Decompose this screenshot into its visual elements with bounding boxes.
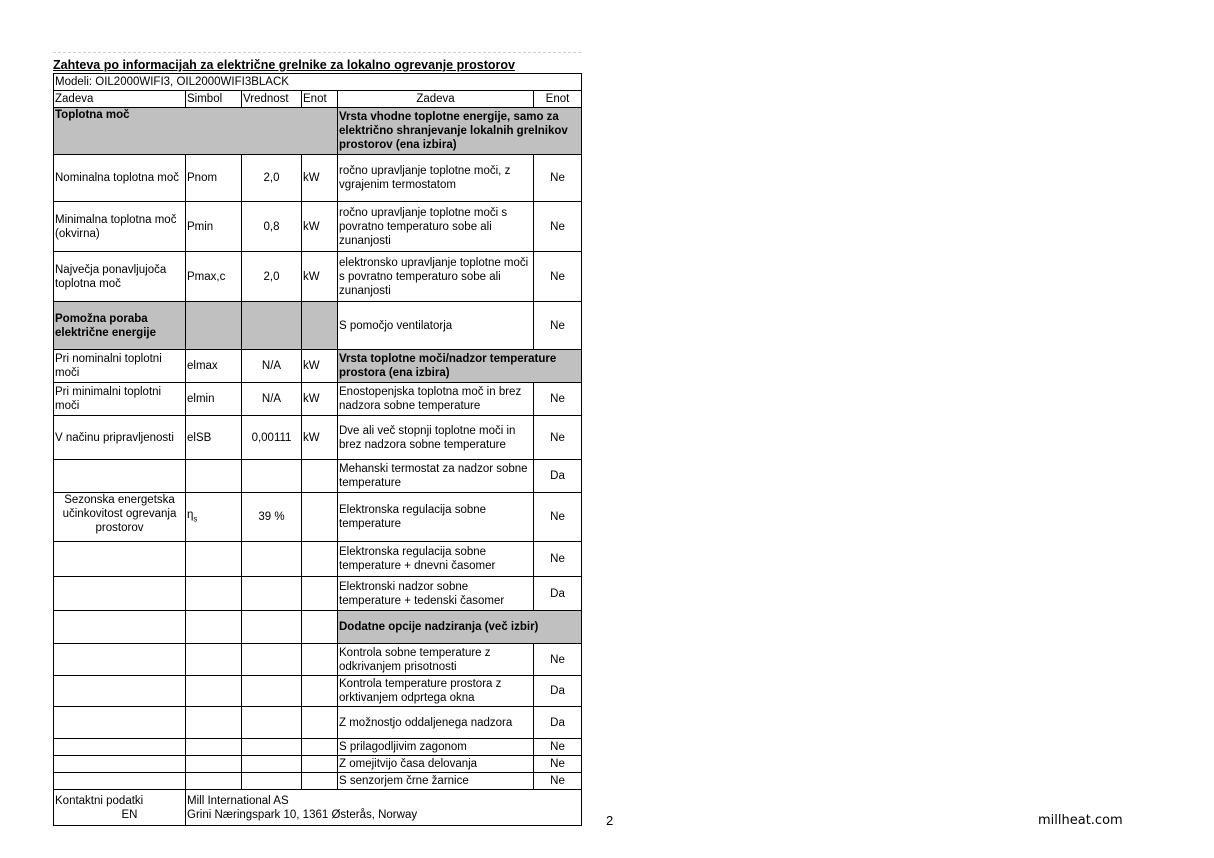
option-label: Enostopenjska toplotna moč in brez nadzora sobne temperature <box>338 383 534 416</box>
row-unit: kW <box>302 252 338 302</box>
option-label: ročno upravljanje toplotne moči s povratno temperaturo sobe ali zunanjosti <box>338 202 534 252</box>
option-value: Ne <box>534 202 582 252</box>
row-label: V načinu pripravljenosti <box>54 416 186 460</box>
option-value: Ne <box>534 493 582 542</box>
row-label: Pri nominalni toplotni moči <box>54 350 186 383</box>
empty-cell <box>186 707 242 739</box>
empty-cell <box>242 460 302 493</box>
shade-cell <box>186 302 242 350</box>
option-label: Elektronski nadzor sobne temperature + tedenski časomer <box>338 577 534 611</box>
empty-cell <box>186 577 242 611</box>
empty-cell <box>54 611 186 644</box>
row-value: N/A <box>242 383 302 416</box>
row-label: Največja ponavljujoča toplotna moč <box>54 252 186 302</box>
empty-cell <box>54 644 186 676</box>
empty-cell <box>242 739 302 756</box>
option-label: Z možnostjo oddaljenega nadzora <box>338 707 534 739</box>
page-number: 2 <box>606 813 614 828</box>
empty-cell <box>186 644 242 676</box>
option-label: Dve ali več stopnji toplotne moči in brez nadzora sobne temperature <box>338 416 534 460</box>
empty-cell <box>54 577 186 611</box>
section-dodatne-opcije: Dodatne opcije nadziranja (več izbir) <box>338 611 582 644</box>
empty-cell <box>302 676 338 707</box>
company-address: Grini Næringspark 10, 1361 Østerås, Norway <box>187 808 418 821</box>
option-label: Kontrola sobne temperature z odkrivanjem prisotnosti <box>338 644 534 676</box>
option-value: Ne <box>534 739 582 756</box>
sheet-border <box>53 52 581 53</box>
contact-label-cell <box>54 790 186 826</box>
section-pomozna-poraba: Pomožna poraba električne energije <box>54 302 186 350</box>
row-symbol: elmax <box>186 350 242 383</box>
option-label: Mehanski termostat za nadzor sobne temperature <box>338 460 534 493</box>
option-value: Ne <box>534 252 582 302</box>
option-label: elektronsko upravljanje toplotne moči s povratno temperaturo sobe ali zunanjosti <box>338 252 534 302</box>
option-value: Ne <box>534 155 582 202</box>
option-value: Da <box>534 707 582 739</box>
row-symbol: Pmax,c <box>186 252 242 302</box>
eta-symbol: η <box>187 508 194 521</box>
empty-cell <box>186 739 242 756</box>
contact-label: Kontaktni podatki <box>55 794 144 807</box>
option-value: Ne <box>534 416 582 460</box>
option-value: Ne <box>534 644 582 676</box>
empty-cell <box>54 756 186 773</box>
header-enot: Enot <box>302 91 338 108</box>
option-label: Elektronska regulacija sobne temperature + dnevni časomer <box>338 542 534 577</box>
company-name: Mill International AS <box>187 794 289 807</box>
empty-cell <box>302 577 338 611</box>
row-symbol: elmin <box>186 383 242 416</box>
row-unit: kW <box>302 383 338 416</box>
empty-cell <box>186 676 242 707</box>
empty-cell <box>242 611 302 644</box>
option-value: Ne <box>534 542 582 577</box>
row-label: Pri minimalni toplotni moči <box>54 383 186 416</box>
row-value: 2,0 <box>242 155 302 202</box>
empty-cell <box>242 577 302 611</box>
row-symbol <box>186 493 242 542</box>
row-value: 0,00111 <box>242 416 302 460</box>
header-zadeva: Zadeva <box>54 91 186 108</box>
row-symbol: Pnom <box>186 155 242 202</box>
empty-cell <box>186 756 242 773</box>
empty-cell <box>302 644 338 676</box>
header-zadeva-right: Zadeva <box>338 91 534 108</box>
shade-cell <box>302 302 338 350</box>
section-toplotna-moc: Toplotna moč <box>54 108 338 155</box>
row-unit: kW <box>302 202 338 252</box>
empty-cell <box>54 707 186 739</box>
eta-subscript: s <box>193 514 198 524</box>
models-row: Modeli: OIL2000WIFI3, OIL2000WIFI3BLACK <box>54 74 582 91</box>
empty-cell <box>302 756 338 773</box>
row-symbol: Pmin <box>186 202 242 252</box>
empty-cell <box>242 644 302 676</box>
contact-details <box>186 790 582 826</box>
row-unit: kW <box>302 416 338 460</box>
empty-cell <box>302 707 338 739</box>
empty-cell <box>242 756 302 773</box>
option-value: Ne <box>534 383 582 416</box>
row-unit: kW <box>302 155 338 202</box>
empty-cell <box>302 773 338 790</box>
row-value: N/A <box>242 350 302 383</box>
empty-cell <box>186 773 242 790</box>
row-value: 0,8 <box>242 202 302 252</box>
empty-cell <box>242 773 302 790</box>
header-enot-right: Enot <box>534 91 582 108</box>
empty-cell <box>242 542 302 577</box>
header-simbol: Simbol <box>186 91 242 108</box>
option-value: Da <box>534 577 582 611</box>
empty-cell <box>302 460 338 493</box>
info-table <box>53 73 582 826</box>
option-label: Kontrola temperature prostora z orktivanjem odprtega okna <box>338 676 534 707</box>
language-code: EN <box>121 808 138 821</box>
empty-cell <box>302 739 338 756</box>
section-vrsta-toplotne-moci: Vrsta toplotne moči/nadzor temperature prostora (ena izbira) <box>338 350 582 383</box>
option-label: Elektronska regulacija sobne temperature <box>338 493 534 542</box>
empty-cell <box>186 611 242 644</box>
option-label: S pomočjo ventilatorja <box>338 302 534 350</box>
document-title: Zahteva po informacijah za električne grelnike za lokalno ogrevanje prostorov <box>53 58 515 72</box>
row-label: Nominalna toplotna moč <box>54 155 186 202</box>
row-value: 2,0 <box>242 252 302 302</box>
option-label: S senzorjem črne žarnice <box>338 773 534 790</box>
row-unit: kW <box>302 350 338 383</box>
empty-cell <box>242 676 302 707</box>
row-symbol: elSB <box>186 416 242 460</box>
option-value: Da <box>534 676 582 707</box>
option-value: Ne <box>534 756 582 773</box>
empty-cell <box>54 460 186 493</box>
option-value: Ne <box>534 302 582 350</box>
option-label: ročno upravljanje toplotne moči, z vgrajenim termostatom <box>338 155 534 202</box>
empty-cell <box>242 707 302 739</box>
section-vrsta-vhodne: Vrsta vhodne toplotne energije, samo za električno shranjevanje lokalnih grelnikov prostorov (ena izbira) <box>338 108 582 155</box>
empty-cell <box>302 493 338 542</box>
row-label: Minimalna toplotna moč (okvirna) <box>54 202 186 252</box>
option-label: S prilagodljivim zagonom <box>338 739 534 756</box>
empty-cell <box>186 460 242 493</box>
option-value: Ne <box>534 773 582 790</box>
empty-cell <box>186 542 242 577</box>
row-label: Sezonska energetska učinkovitost ogrevanja prostorov <box>54 493 186 542</box>
empty-cell <box>302 542 338 577</box>
header-vrednost: Vrednost <box>242 91 302 108</box>
empty-cell <box>302 611 338 644</box>
empty-cell <box>54 676 186 707</box>
option-label: Z omejitvijo časa delovanja <box>338 756 534 773</box>
row-value: 39 % <box>242 493 302 542</box>
website-link[interactable]: millheat.com <box>1038 813 1123 828</box>
empty-cell <box>54 542 186 577</box>
empty-cell <box>54 739 186 756</box>
shade-cell <box>242 302 302 350</box>
option-value: Da <box>534 460 582 493</box>
empty-cell <box>54 773 186 790</box>
